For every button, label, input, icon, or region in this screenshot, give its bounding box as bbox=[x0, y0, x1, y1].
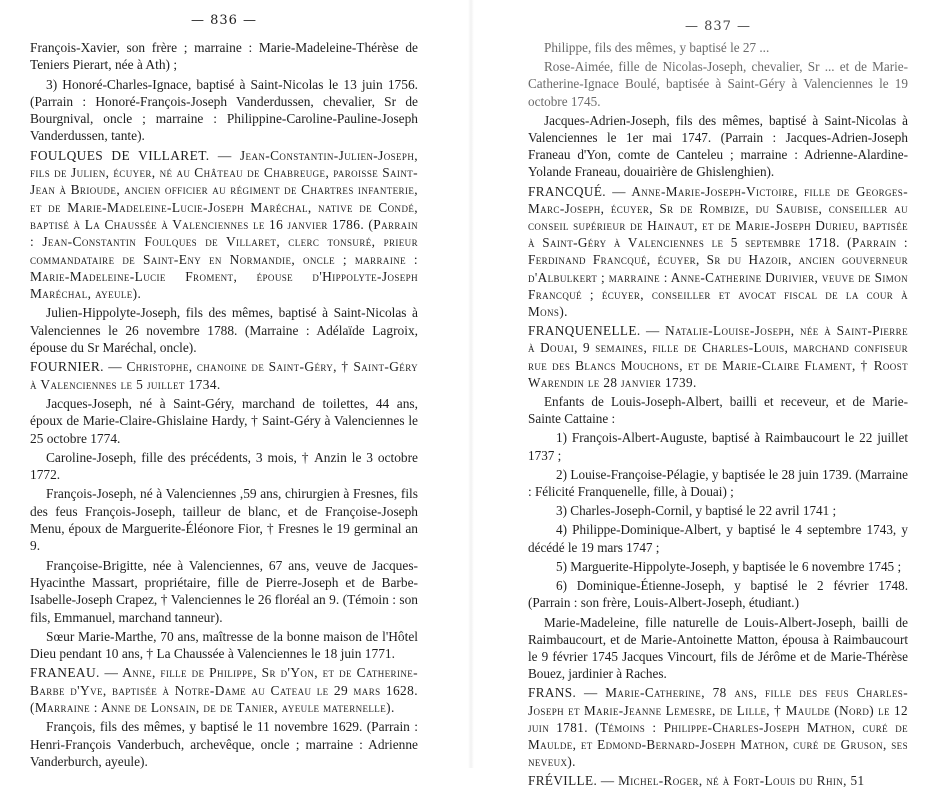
entry-paragraph: Jacques-Adrien-Joseph, fils des mêmes, baptisé à Saint-Nicolas à Valenciennes le 1er mai 1747. (Parrain : Jacques-Adrien-Joseph Franeau d'Yon, comte de Canteleu ; marraine : Adrienne-Alardine-Yolande Franeau, douairière de Ghislenghien). bbox=[528, 112, 908, 180]
child-list-item: 5) Marguerite-Hippolyte-Joseph, y baptisée le 6 novembre 1745 ; bbox=[556, 558, 902, 574]
entry-paragraph: Rose-Aimée, fille de Nicolas-Joseph, chevalier, Sr ... et de Marie-Catherine-Ignace Boulé, baptisée à Saint-Géry à Valenciennes le 19 octobre 1745. bbox=[528, 59, 908, 109]
entry-paragraph: Françoise-Brigitte, née à Valenciennes, 67 ans, veuve de Jacques-Hyacinthe Massart, propriétaire, fille de Pierre-Joseph et de Barbe-Isabelle-Joseph Crapez, † Valenciennes le 26 floréal an 9. (Témoin : son fils, Emmanuel, marchand tanneur). bbox=[30, 557, 418, 625]
entry-paragraph: François-Joseph, né à Valenciennes ,59 ans, chirurgien à Fresnes, fils des feus François-Joseph, tailleur de blanc, et de Françoise-Joseph Menu, époux de Marguerite-Éléonore Fior, † Fresnes le 19 germinal an 9. bbox=[30, 486, 418, 554]
child-list-item: 4) Philippe-Dominique-Albert, y baptisé le 4 septembre 1743, y décédé le 19 mars 1747 ; bbox=[528, 522, 908, 555]
page-number: — 836 — bbox=[190, 13, 258, 28]
entry-paragraph: Jacques-Joseph, né à Saint-Géry, marchand de toilettes, 44 ans, époux de Marie-Claire-Ghislaine Hardy, † Saint-Géry à Valenciennes le 25 octobre 1774. bbox=[30, 395, 418, 446]
entry-paragraph: Enfants de Louis-Joseph-Albert, bailli et receveur, et de Marie-Sainte Cattaine : bbox=[528, 394, 908, 427]
family-entry-freville: FRÉVILLE. — Michel-Roger, né à Fort-Louis du Rhin, 51 bbox=[528, 773, 865, 789]
child-list-item: 1) François-Albert-Auguste, baptisé à Raimbaucourt le 22 juillet 1737 ; bbox=[528, 430, 908, 463]
family-entry-fournier: FOURNIER. — Christophe, chanoine de Saint-Géry, † Saint-Géry à Valenciennes le 5 juillet 1734. bbox=[30, 359, 418, 392]
family-entry-franeau: FRANEAU. — Anne, fille de Philippe, Sr d'Yon, et de Catherine-Barbe d'Yve, baptisée à Notre-Dame au Cateau le 29 mars 1628. (Marraine : Anne de Lonsain, de de Tanier, ayeule maternelle). bbox=[30, 665, 418, 715]
book-spine bbox=[468, 0, 474, 768]
entry-paragraph: Marie-Madeleine, fille naturelle de Louis-Albert-Joseph, bailli de Raimbaucourt, et de Marie-Antoinette Matton, épousa à Raimbaucourt le 9 février 1745 Jacques Vincourt, fils de Jérôme et de Marie-Thérèse Bouez, jardinier à Raches. bbox=[528, 614, 908, 682]
entry-paragraph: 3) Honoré-Charles-Ignace, baptisé à Saint-Nicolas le 13 juin 1756. (Parrain : Honoré-François-Joseph Vanderdussen, chevalier, Sr de Bourgnival, oncle ; marraine : Philippine-Caroline-Pauline-Joseph Vanderdussen, tante). bbox=[30, 76, 418, 144]
right-page bbox=[528, 0, 908, 789]
child-list-item: 3) Charles-Joseph-Cornil, y baptisé le 22 avril 1741 ; bbox=[556, 503, 837, 519]
entry-paragraph: Caroline-Joseph, fille des précédents, 3 mois, † Anzin le 3 octobre 1772. bbox=[30, 449, 418, 483]
family-entry-francque: FRANCQUÉ. — Anne-Marie-Joseph-Victoire, fille de Georges-Marc-Joseph, écuyer, Sr de Rombize, du Saubise, conseiller au conseil supérieur de Hainaut, et de Marie-Joseph Durieu, baptisée à Saint-Géry à Valenciennes le 5 septembre 1718. (Parrain : Ferdinand Francqué, écuyer, Sr du Hazoir, ancien gouverneur d'Albulkert ; marraine : Anne-Catherine Durivier, veuve de Simon Francqué ; écuyer, conseiller et avocat fiscal de la cour à Mons). bbox=[528, 183, 908, 320]
child-list-item: 6) Dominique-Étienne-Joseph, y baptisé le 2 février 1748. (Parrain : son frère, Louis-Albert-Joseph, étudiant.) bbox=[528, 578, 908, 611]
entry-paragraph: Philippe, fils des mêmes, y baptisé le 27 ... bbox=[544, 40, 770, 55]
entry-paragraph: François-Xavier, son frère ; marraine : Marie-Madeleine-Thérèse de Teniers Pierart, née à Ath) ; bbox=[30, 40, 418, 73]
family-entry-frans: FRANS. — Marie-Catherine, 78 ans, fille des feus Charles-Joseph et Marie-Jeanne Lemesre, de Lille, † Maulde (Nord) le 12 juin 1781. (Témoins : Philippe-Charles-Joseph Mathon, curé de Maulde, et Edmond-Bernard-Joseph Mathon, curé de Gruson, ses neveux). bbox=[528, 685, 908, 770]
family-entry-franquenelle: FRANQUENELLE. — Natalie-Louise-Joseph, née à Saint-Pierre à Douai, 9 semaines, fille de Charles-Louis, marchand confiseur rue des Blancs Mouchons, et de Marie-Claire Flament, † Roost Warendin le 28 janvier 1739. bbox=[528, 323, 908, 390]
entry-paragraph: Sœur Marie-Marthe, 70 ans, maîtresse de la bonne maison de l'Hôtel Dieu pendant 10 ans, † La Chaussée à Valenciennes le 18 juin 1771. bbox=[30, 628, 418, 662]
family-entry-foulques: FOULQUES DE VILLARET. — Jean-Constantin-Julien-Joseph, fils de Julien, écuyer, né au Château de Chabreuge, paroisse Saint-Jean à Brioude, ancien officier au régiment de Chartres infanterie, et de Marie-Madeleine-Lucie-Joseph Maréchal, native de Condé, baptisé à La Chaussée à Valenciennes le 16 janvier 1786. (Parrain : Jean-Constantin Foulques de Villaret, clerc tonsuré, prieur commandataire de Saint-Eny en Normandie, oncle ; marraine : Marie-Madeleine-Lucie Froment, épouse d'Hippolyte-Joseph Maréchal, ayeule). bbox=[30, 147, 418, 302]
child-list-item: 2) Louise-Françoise-Pélagie, y baptisée le 28 juin 1739. (Marraine : Félicité Franquenelle, fille, à Douai) ; bbox=[528, 466, 908, 500]
entry-paragraph: Julien-Hippolyte-Joseph, fils des mêmes, baptisé à Saint-Nicolas à Valenciennes le 26 novembre 1788. (Marraine : Adélaïde Lagroix, épouse du Sr Maréchal, oncle). bbox=[30, 305, 418, 356]
left-page bbox=[30, 0, 418, 768]
page-number: — 837 — bbox=[684, 19, 752, 34]
entry-paragraph: François, fils des mêmes, y baptisé le 11 novembre 1629. (Parrain : Henri-François Vanderbuch, archevêque, oncle ; marraine : Adrienne Vanderburch, ayeule). bbox=[30, 719, 418, 769]
